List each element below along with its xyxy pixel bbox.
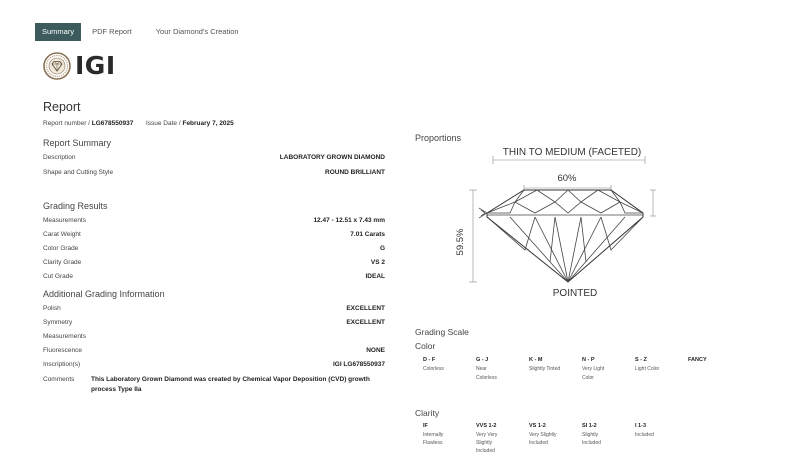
report-summary-title: Report Summary (43, 138, 112, 148)
report-number: LG678550937 (91, 120, 134, 127)
color-scale-df: D - F Colorless (423, 357, 444, 372)
clarity-scale-vvs: VVS 1-2 Very Very Slightly Included (476, 423, 498, 454)
color-scale-gj: G - J Near Colorless (476, 357, 497, 381)
summary-row-shape: Shape and Cutting Style ROUND BRILLIANT (43, 169, 385, 176)
igi-logo (43, 52, 116, 80)
additional-row-inscription: Inscription(s) IGI LG678550937 (43, 361, 385, 368)
report-title: Report (43, 100, 81, 114)
summary-row-description: Description LABORATORY GROWN DIAMOND (43, 154, 385, 161)
tab-bar (35, 23, 246, 41)
depth-percent: 59.5% (455, 228, 466, 256)
color-scale-km: K - M Slightly Tinted (529, 357, 561, 372)
clarity-scale-vs: VS 1-2 Very Slightly Included (529, 423, 557, 446)
color-scale-sz: S - Z Light Color (635, 357, 660, 372)
additional-row-polish: Polish EXCELLENT (43, 305, 385, 312)
issue-date: February 7, 2025 (182, 120, 234, 127)
report-meta (43, 120, 385, 127)
grading-scale-title: Grading Scale (415, 327, 469, 337)
report-number-label: Report number / (43, 120, 90, 127)
tab-pdf-report[interactable]: PDF Report (92, 27, 132, 36)
diamond-proportions-diagram (455, 140, 715, 300)
proportions-title: Proportions (415, 133, 462, 143)
issue-date-label: Issue Date / (145, 120, 181, 127)
report-details (43, 100, 385, 393)
color-scale-np: N - P Very Light Color (582, 357, 605, 381)
grading-row-color: Color Grade G (43, 245, 385, 252)
igi-logo-text: IGI (75, 51, 116, 80)
clarity-scale-i: I 1-3 Included (635, 423, 654, 438)
color-scale-title: Color (415, 341, 436, 351)
grading-row-cut: Cut Grade IDEAL (43, 273, 385, 280)
color-scale-fancy: FANCY (688, 357, 707, 363)
igi-seal-icon (43, 52, 71, 80)
girdle-label: THIN TO MEDIUM (FACETED) (502, 147, 642, 158)
grading-results-title: Grading Results (43, 201, 108, 211)
additional-row-symmetry: Symmetry EXCELLENT (43, 319, 385, 326)
clarity-scale-si: SI 1-2 Slightly Included (582, 423, 601, 446)
culet-label: POINTED (552, 288, 598, 299)
additional-grading-title: Additional Grading Information (43, 289, 165, 299)
clarity-scale-title: Clarity (415, 408, 440, 418)
comments-text: This Laboratory Grown Diamond was created by Chemical Vapor Deposition (CVD) growth process Type IIa (91, 376, 370, 393)
grading-row-carat: Carat Weight 7.01 Carats (43, 231, 385, 238)
grading-row-clarity: Clarity Grade VS 2 (43, 259, 385, 266)
comments-label: Comments (43, 376, 75, 383)
tab-summary[interactable]: Summary (35, 23, 81, 41)
table-percent: 60% (557, 173, 577, 184)
clarity-scale-if: IF Internally Flawless (423, 423, 444, 446)
grading-row-measurements: Measurements 12.47 - 12.51 x 7.43 mm (43, 217, 385, 224)
tab-diamond-creation[interactable]: Your Diamond's Creation (155, 27, 239, 36)
additional-row-measurements: Measurements (43, 333, 86, 340)
additional-row-fluorescence: Fluorescence NONE (43, 347, 385, 354)
proportions-panel (415, 0, 795, 458)
